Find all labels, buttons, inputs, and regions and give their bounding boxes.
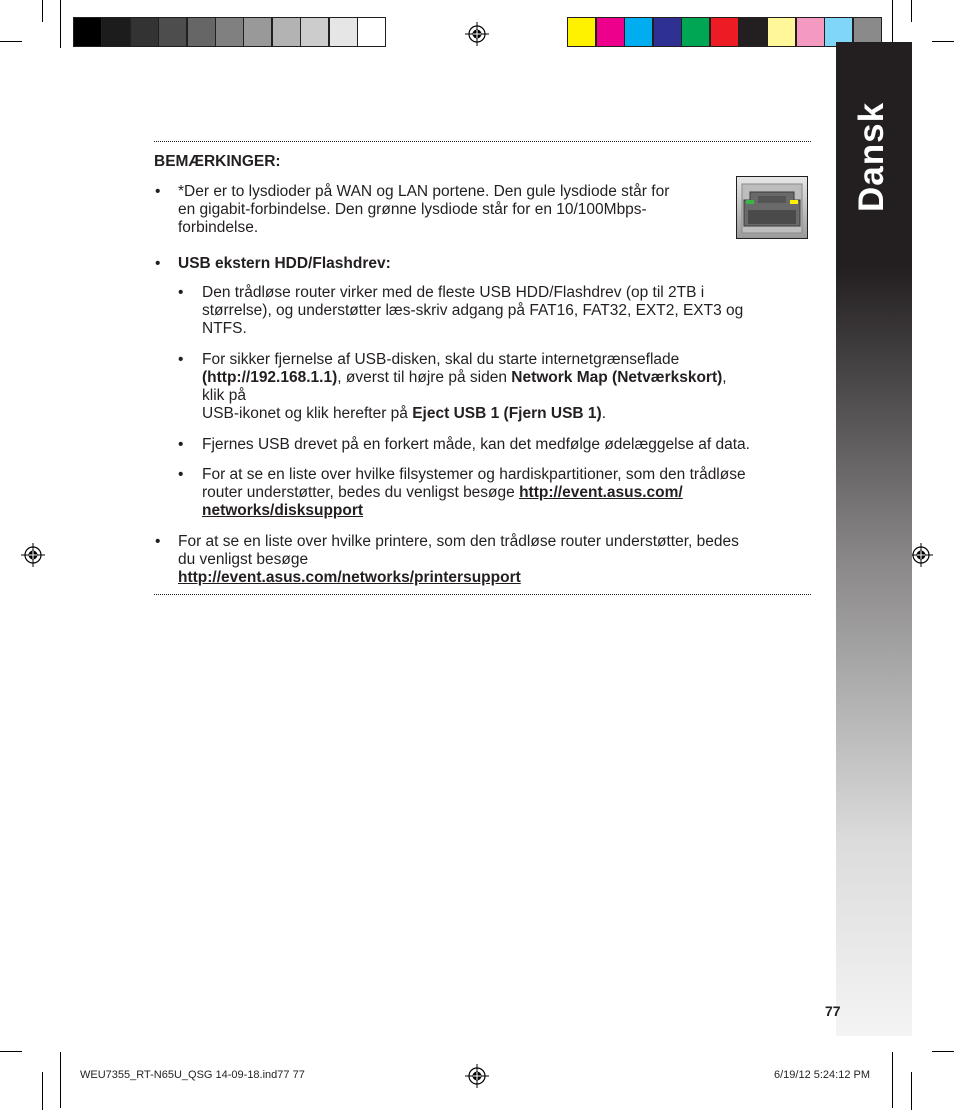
slug-line-top-left bbox=[60, 0, 61, 48]
led-note-line-3: forbindelse. bbox=[178, 219, 259, 236]
color-swatch bbox=[596, 17, 625, 47]
usb-item-2-comma: , bbox=[722, 369, 727, 386]
crop-mark-tr-h bbox=[932, 41, 954, 42]
registration-mark-bottom bbox=[465, 1064, 489, 1088]
gray-swatch bbox=[130, 17, 159, 47]
usb-item-2-line-3: klik på bbox=[202, 387, 246, 404]
usb-section-heading: USB ekstern HDD/Flashdrev: bbox=[178, 255, 391, 272]
usb-item-1-line-3: NTFS. bbox=[202, 320, 247, 337]
disksupport-link-part-2[interactable]: networks/disksupport bbox=[202, 502, 364, 519]
bullet-usb-item-3: • bbox=[178, 436, 184, 453]
crop-mark-tl-v bbox=[42, 0, 43, 22]
crop-mark-bl-h bbox=[0, 1051, 22, 1052]
color-swatch bbox=[710, 17, 739, 47]
usb-item-3-line-1: Fjernes USB drevet på en forkert måde, kan det medfølge ødelæggelse af data. bbox=[202, 436, 750, 453]
registration-mark-right bbox=[909, 543, 933, 567]
crop-mark-br-v bbox=[911, 1072, 912, 1110]
router-url: (http://192.168.1.1) bbox=[202, 369, 338, 386]
usb-item-2-mid: , øverst til højre på siden bbox=[337, 369, 512, 386]
usb-item-2-line-2 bbox=[202, 369, 727, 387]
crop-mark-bl-v bbox=[42, 1072, 43, 1110]
usb-item-4-line-2-start: router understøtter, bedes du venligst besøge bbox=[202, 484, 520, 501]
bullet-usb-item-1: • bbox=[178, 284, 184, 301]
registration-mark-top bbox=[465, 22, 489, 46]
color-swatch bbox=[653, 17, 682, 47]
usb-item-1-line-1: Den trådløse router virker med de fleste USB HDD/Flashdrev (op til 2TB i bbox=[202, 284, 705, 301]
usb-item-2-line-4 bbox=[202, 405, 606, 423]
gray-swatch bbox=[272, 17, 301, 47]
ethernet-port-icon bbox=[736, 176, 808, 239]
usb-item-2-line-1: For sikker fjernelse af USB-disken, skal du starte internetgrænseflade bbox=[202, 351, 680, 368]
printersupport-link[interactable]: http://event.asus.com/networks/printersupport bbox=[178, 569, 521, 586]
slug-line-right bbox=[892, 1052, 893, 1108]
led-note-line-2: en gigabit-forbindelse. Den grønne lysdiode står for en 10/100Mbps- bbox=[178, 201, 647, 218]
slug-line-left bbox=[60, 1052, 61, 1108]
printer-note-line-2: du venligst besøge bbox=[178, 551, 309, 568]
gray-swatch bbox=[329, 17, 358, 47]
bullet-usb-section: • bbox=[155, 255, 161, 272]
gray-swatch bbox=[158, 17, 187, 47]
bullet-printer-note: • bbox=[155, 533, 161, 550]
color-swatch bbox=[739, 17, 768, 47]
footer-timestamp: 6/19/12 5:24:12 PM bbox=[774, 1069, 871, 1081]
usb-item-4-line-1: For at se en liste over hvilke filsystemer og hardiskpartitioner, som den trådløse bbox=[202, 466, 746, 483]
gray-swatch bbox=[300, 17, 329, 47]
printer-note-line-1: For at se en liste over hvilke printere, som den trådløse router understøtter, bedes bbox=[178, 533, 739, 550]
network-map-label: Network Map (Netværkskort) bbox=[511, 369, 723, 386]
crop-mark-tr-v bbox=[911, 0, 912, 22]
eject-usb-label: Eject USB 1 (Fjern USB 1) bbox=[412, 405, 602, 422]
bullet-led-note: • bbox=[155, 183, 161, 200]
disksupport-link-part-1[interactable]: http://event.asus.com/ bbox=[519, 484, 683, 501]
led-note-line-1: *Der er to lysdioder på WAN og LAN portene. Den gule lysdiode står for bbox=[178, 183, 670, 200]
color-swatch bbox=[624, 17, 653, 47]
gray-swatch bbox=[243, 17, 272, 47]
color-swatch bbox=[567, 17, 596, 47]
language-tab-label: Dansk bbox=[852, 101, 891, 212]
notes-bottom-rule bbox=[154, 594, 811, 595]
usb-item-1-line-2: størrelse), og understøtter læs-skriv adgang på FAT16, FAT32, EXT2, EXT3 og bbox=[202, 302, 744, 319]
registration-mark-left bbox=[21, 543, 45, 567]
gray-swatch bbox=[187, 17, 216, 47]
crop-mark-tl-h bbox=[0, 41, 22, 42]
slug-line-top-right bbox=[892, 0, 893, 48]
gray-swatch bbox=[357, 17, 386, 47]
bullet-usb-item-2: • bbox=[178, 351, 184, 368]
usb-item-4-line-2 bbox=[202, 484, 683, 502]
notes-heading: BEMÆRKINGER: bbox=[154, 153, 281, 170]
usb-item-2-period: . bbox=[601, 405, 607, 422]
gray-swatch bbox=[215, 17, 244, 47]
notes-top-rule bbox=[154, 141, 811, 142]
bullet-usb-item-4: • bbox=[178, 466, 184, 483]
gray-swatch bbox=[101, 17, 130, 47]
color-swatch bbox=[796, 17, 825, 47]
footer-file-info: WEU7355_RT-N65U_QSG 14-09-18.ind77 77 bbox=[80, 1069, 305, 1081]
page-number: 77 bbox=[825, 1003, 841, 1019]
color-swatch bbox=[681, 17, 710, 47]
color-swatch bbox=[767, 17, 796, 47]
usb-item-2-line-4-start: USB-ikonet og klik herefter på bbox=[202, 405, 413, 422]
gray-swatch bbox=[73, 17, 102, 47]
crop-mark-br-h bbox=[932, 1051, 954, 1052]
